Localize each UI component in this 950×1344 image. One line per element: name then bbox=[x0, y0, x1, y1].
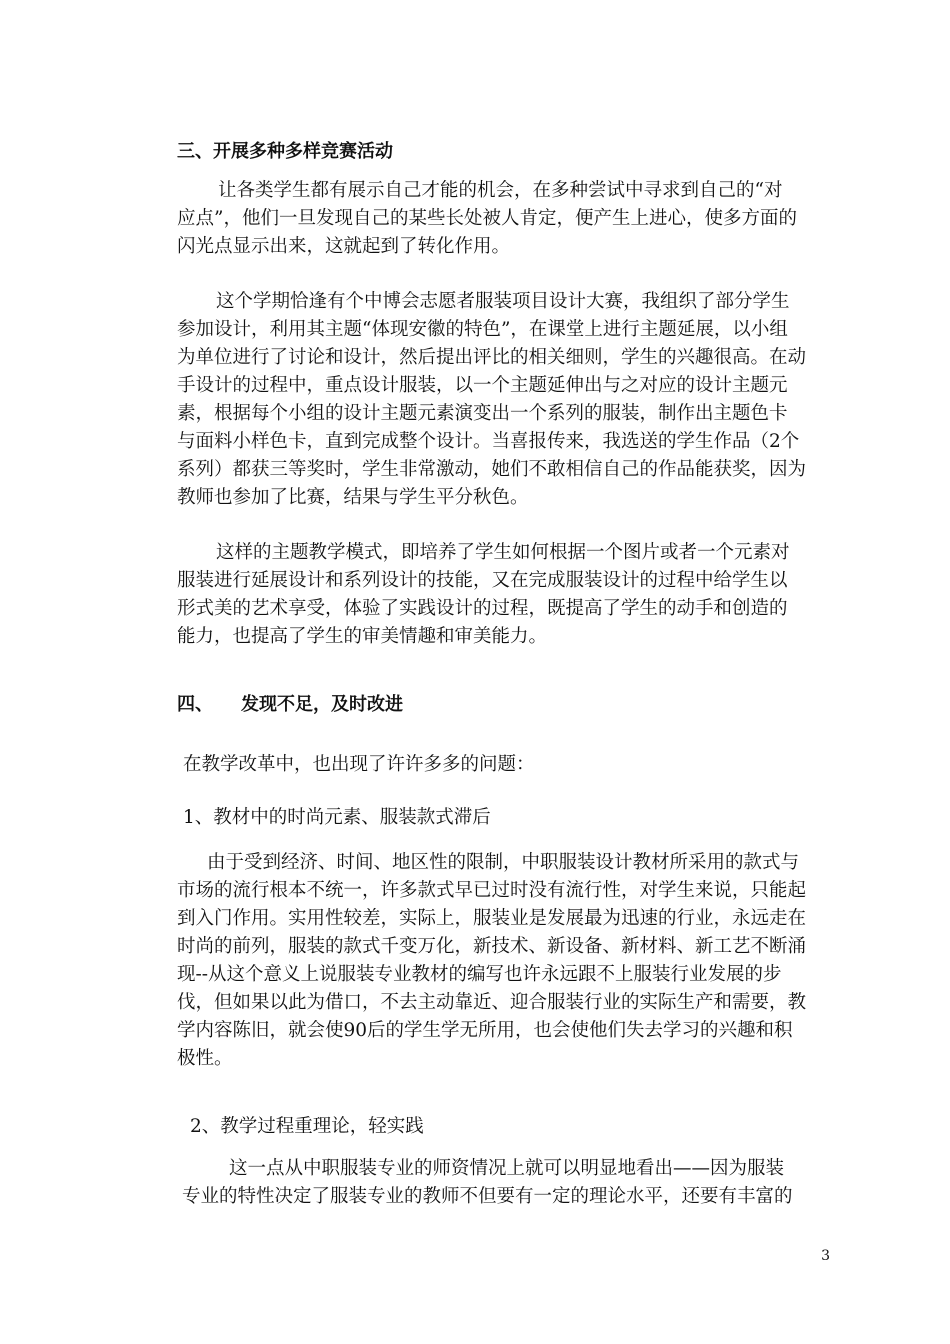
paragraph-line: 现--从这个意义上说服装专业教材的编写也许永远跟不上服装行业发展的步 bbox=[177, 964, 782, 985]
paragraph-line: 系列）都获三等奖时，学生非常激动，她们不敢相信自己的作品能获奖，因为 bbox=[177, 459, 807, 480]
paragraph-line: 与面料小样色卡，直到完成整个设计。当喜报传来，我选送的学生作品（2个 bbox=[177, 431, 800, 452]
paragraph-line: 学内容陈旧，就会使90后的学生学无所用，也会使他们失去学习的兴趣和积 bbox=[177, 1020, 793, 1041]
item-2-title: 2、教学过程重理论，轻实践 bbox=[190, 1116, 424, 1137]
paragraph-line: 时尚的前列，服装的款式千变万化，新技术、新设备、新材料、新工艺不断涌 bbox=[177, 936, 807, 957]
paragraph-line: 极性。 bbox=[177, 1048, 233, 1069]
paragraph-line: 闪光点显示出来，这就起到了转化作用。 bbox=[177, 236, 511, 257]
paragraph-line: 专业的特性决定了服装专业的教师不但要有一定的理论水平，还要有丰富的 bbox=[182, 1186, 793, 1207]
section-4-number: 四、 bbox=[177, 694, 213, 715]
paragraph-line: 应点”，他们一旦发现自己的某些长处被人肯定，便产生上进心，使多方面的 bbox=[177, 208, 797, 229]
page-number: 3 bbox=[821, 1248, 830, 1264]
paragraph-line: 让各类学生都有展示自己才能的机会，在多种尝试中寻求到自己的“对 bbox=[218, 180, 783, 201]
paragraph-line: 参加设计，利用其主题“体现安徽的特色”，在课堂上进行主题延展，以小组 bbox=[177, 319, 788, 340]
paragraph-line: 到入门作用。实用性较差，实际上，服装业是发展最为迅速的行业，永远走在 bbox=[177, 908, 807, 929]
item-1-title: 1、教材中的时尚元素、服装款式滞后 bbox=[183, 807, 491, 828]
paragraph-line: 市场的流行根本不统一，许多款式早已过时没有流行性，对学生来说，只能起 bbox=[177, 880, 807, 901]
paragraph-line: 这样的主题教学模式，即培养了学生如何根据一个图片或者一个元素对 bbox=[216, 542, 790, 563]
paragraph-line: 素，根据每个小组的设计主题元素演变出一个系列的服装，制作出主题色卡 bbox=[177, 403, 788, 424]
paragraph-line: 为单位进行了讨论和设计，然后提出评比的相关细则，学生的兴趣很高。在动 bbox=[177, 347, 807, 368]
paragraph-line: 由于受到经济、时间、地区性的限制，中职服装设计教材所采用的款式与 bbox=[207, 852, 800, 873]
paragraph-line: 这一点从中职服装专业的师资情况上就可以明显地看出——因为服装 bbox=[229, 1158, 785, 1179]
section-4-intro: 在教学改革中，也出现了许许多多的问题： bbox=[183, 754, 535, 775]
paragraph-line: 伐，但如果以此为借口，不去主动靠近、迎合服装行业的实际生产和需要，教 bbox=[177, 992, 807, 1013]
paragraph-line: 手设计的过程中，重点设计服装，以一个主题延伸出与之对应的设计主题元 bbox=[177, 375, 788, 396]
paragraph-line: 能力，也提高了学生的审美情趣和审美能力。 bbox=[177, 626, 548, 647]
section-4-heading: 发现不足，及时改进 bbox=[241, 694, 403, 715]
paragraph-line: 教师也参加了比赛，结果与学生平分秋色。 bbox=[177, 487, 529, 508]
paragraph-line: 形式美的艺术享受，体验了实践设计的过程，既提高了学生的动手和创造的 bbox=[177, 598, 788, 619]
section-3-heading: 三、开展多种多样竞赛活动 bbox=[177, 141, 393, 162]
paragraph-line: 服装进行延展设计和系列设计的技能，又在完成服装设计的过程中给学生以 bbox=[177, 570, 788, 591]
paragraph-line: 这个学期恰逢有个中博会志愿者服装项目设计大赛，我组织了部分学生 bbox=[216, 291, 790, 312]
